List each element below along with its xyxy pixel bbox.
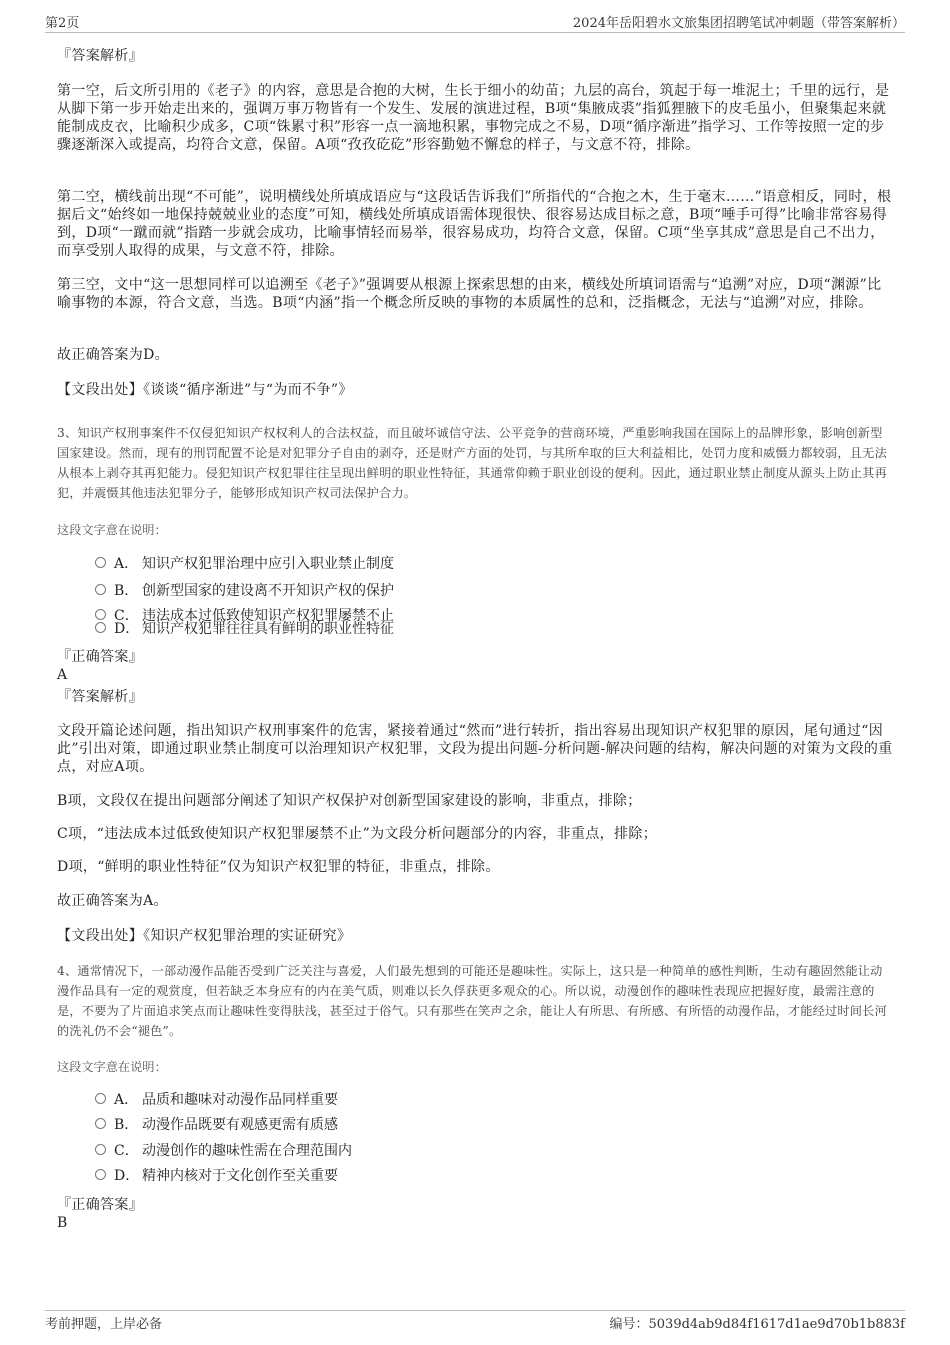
option-letter: C． — [114, 1143, 139, 1159]
q2-analysis-para-2: 第二空，横线前出现“不可能”，说明横线处所填成语应与“这段话告诉我们”所指代的“合抱之木，生于毫末……”语意相反，同时，根据后文“始终如一地保持兢兢业业的态度”可知，横线处所填成语需体现很快、很容易达成目标之意，B项“唾手可得”比喻非常容易得到，D项“一蹴而就”指踏一步就会成功，比喻事情轻而易举，很容易成功，均符合文意，保留。C项“坐享其成”意思是自己不出力，而享受别人取得的成果，与文意不符，排除。 — [57, 189, 892, 259]
option-text: 知识产权犯罪往往具有鲜明的职业性特征 — [142, 621, 394, 637]
q4-option-a[interactable] — [95, 1090, 338, 1110]
q3-option-b[interactable] — [95, 581, 394, 601]
footer-slogan: 考前押题，上岸必备 — [45, 1317, 163, 1332]
q2-analysis-para-3: 第三空，文中“这一思想同样可以追溯至《老子》”强调要从根源上探索思想的由来，横线处所填词语需与“追溯”对应，D项“渊源”比喻事物的本源，符合文意，当选。B项“内涵”指一个概念所反映的事物的本质属性的总和，泛指概念，无法与“追溯”对应，排除。 — [57, 277, 882, 311]
q3-conclusion: 故正确答案为A。 — [57, 893, 168, 909]
page-number: 第2页 — [45, 16, 80, 31]
footer-divider — [45, 1310, 905, 1311]
q4-prompt: 这段文字意在说明： — [57, 1060, 167, 1074]
q3-analysis-para-4: D项，“鲜明的职业性特征”仅为知识产权犯罪的特征，非重点，排除。 — [57, 859, 500, 875]
q3-answer-label: 『正确答案』 — [57, 649, 144, 665]
option-text: 动漫作品既要有观感更需有质感 — [142, 1117, 338, 1133]
q3-source: 【文段出处】《知识产权犯罪治理的实证研究》 — [57, 928, 352, 944]
option-letter: A． — [114, 556, 139, 572]
option-letter: C． — [114, 608, 139, 624]
radio-icon[interactable] — [95, 1169, 106, 1180]
q3-question-text: 3、知识产权刑事案件不仅侵犯知识产权权利人的合法权益，而且破坏诚信守法、公平竞争的营商环境，严重影响我国在国际上的品牌形象，影响创新型国家建设。然而，现有的刑罚配置不论是对犯罪分子自由的剥夺，还是财产方面的处罚，与其所牟取的巨大利益相比，处罚力度和威慑力都较弱，且无法从根本上剥夺其再犯能力。侵犯知识产权犯罪往往呈现出鲜明的职业性特征，其通常仰赖于职业创设的便利。因此，通过职业禁止制度从源头上防止其再犯，并震慑其他违法犯罪分子，能够形成知识产权司法保护合力。 — [57, 426, 887, 500]
radio-icon[interactable] — [95, 1144, 106, 1155]
option-text: 违法成本过低致使知识产权犯罪屡禁不止 — [142, 608, 394, 624]
document-title: 2024年岳阳碧水文旅集团招聘笔试冲刺题（带答案解析） — [572, 16, 905, 31]
radio-icon[interactable] — [95, 557, 106, 568]
option-text: 品质和趣味对动漫作品同样重要 — [142, 1092, 338, 1108]
option-letter: B． — [114, 583, 139, 599]
option-text: 动漫创作的趣味性需在合理范围内 — [142, 1143, 352, 1159]
q3-answer: A — [57, 667, 68, 683]
radio-icon[interactable] — [95, 1118, 106, 1129]
q3-analysis-para-3: C项，“违法成本过低致使知识产权犯罪屡禁不止”为文段分析问题部分的内容，非重点，排除； — [57, 826, 658, 842]
header-divider — [45, 32, 905, 33]
q4-option-d[interactable] — [95, 1166, 338, 1186]
radio-icon[interactable] — [95, 609, 106, 620]
q4-answer-label: 『正确答案』 — [57, 1197, 144, 1213]
radio-icon[interactable] — [95, 1093, 106, 1104]
radio-icon[interactable] — [95, 584, 106, 595]
q2-conclusion: 故正确答案为D。 — [57, 347, 170, 363]
option-letter: D． — [114, 621, 140, 637]
q4-option-c[interactable] — [95, 1141, 352, 1161]
option-text: 精神内核对于文化创作至关重要 — [142, 1168, 338, 1184]
q2-analysis-para-1: 第一空，后文所引用的《老子》的内容，意思是合抱的大树，生长于细小的幼苗；九层的高台，筑起于每一堆泥土；千里的远行，是从脚下第一步开始走出来的，强调万事万物皆有一个发生、发展的演进过程，B项“集腋成裘”指狐狸腋下的皮毛虽小，但聚集起来就能制成皮衣，比喻积少成多，C项“铢累寸积”形容一点一滴地积累，事物完成之不易，D项“循序渐进”指学习、工作等按照一定的步骤逐渐深入或提高，均符合文意，保留。A项“孜孜矻矻”形容勤勉不懈怠的样子，与文意不符，排除。 — [57, 83, 890, 153]
q4-answer: B — [57, 1215, 68, 1231]
q2-source: 【文段出处】《谈谈“循序渐进”与“为而不争”》 — [57, 382, 353, 398]
q3-option-d[interactable] — [95, 619, 394, 639]
footer-doc-id: 编号：5039d4ab9d84f1617d1ae9d70b1b883f — [609, 1317, 905, 1332]
option-letter: A． — [114, 1092, 139, 1108]
q4-question-text: 4、通常情况下，一部动漫作品能否受到广泛关注与喜爱，人们最先想到的可能还是趣味性。实际上，这只是一种简单的感性判断，生动有趣固然能让动漫作品具有一定的观赏度，但若缺乏本身应有的内在美气质，则难以长久俘获更多观众的心。所以说，动漫创作的趣味性表现应把握好度，最需注意的是，不要为了片面追求笑点而让趣味性变得肤浅，甚至过于俗气。只有那些在笑声之余，能让人有所思、有所感、有所悟的动漫作品，才能经过时间长河的洗礼仍不会“褪色”。 — [57, 964, 887, 1038]
q3-analysis-para-1: 文段开篇论述问题，指出知识产权刑事案件的危害，紧接着通过“然而”进行转折，指出容易出现知识产权犯罪的原因，尾句通过“因此”引出对策，即通过职业禁止制度可以治理知识产权犯罪，文段为提出问题-分析问题-解决问题的结构，解决问题的对策为文段的重点，对应A项。 — [57, 723, 893, 775]
q3-prompt: 这段文字意在说明： — [57, 523, 167, 537]
radio-icon[interactable] — [95, 622, 106, 633]
option-letter: B． — [114, 1117, 139, 1133]
q3-analysis-para-2: B项，文段仅在提出问题部分阐述了知识产权保护对创新型国家建设的影响，非重点，排除； — [57, 793, 642, 809]
q2-analysis-label: 『答案解析』 — [57, 48, 144, 64]
option-text: 知识产权犯罪治理中应引入职业禁止制度 — [142, 556, 394, 572]
q3-option-a[interactable] — [95, 554, 394, 574]
q4-option-b[interactable] — [95, 1115, 338, 1135]
q3-analysis-label: 『答案解析』 — [57, 689, 144, 705]
option-text: 创新型国家的建设离不开知识产权的保护 — [142, 583, 394, 599]
option-letter: D． — [114, 1168, 140, 1184]
